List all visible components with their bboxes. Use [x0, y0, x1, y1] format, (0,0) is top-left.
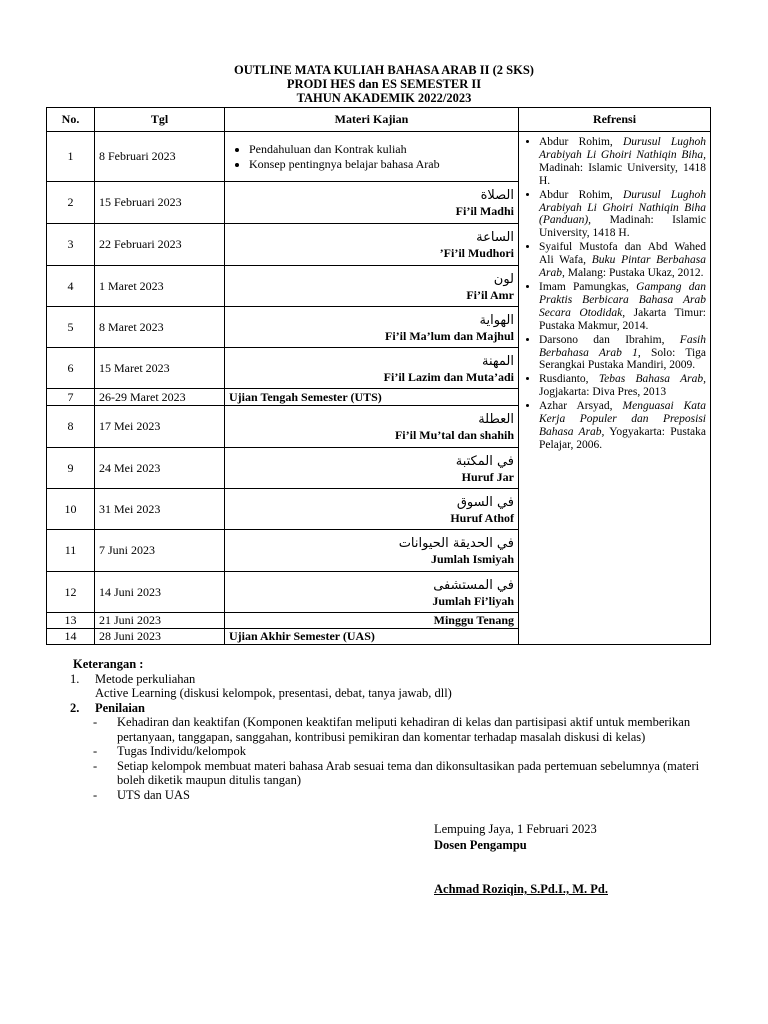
row-no: 13 [47, 613, 95, 629]
grammar-topic: Fi’il Ma’lum dan Majhul [384, 328, 514, 343]
signature-name: Achmad Roziqin, S.Pd.I., M. Pd. [434, 882, 608, 896]
table-row [47, 132, 711, 182]
reference-item: • Syaiful Mustofa dan Abd Wahed Ali Wafa, Buku Pintar Berbahasa Arab, Malang: Pustaka Ukaz, 2012. [539, 241, 706, 280]
note-item: 1. Metode perkuliahan [73, 672, 713, 687]
document-title [0, 63, 768, 105]
row-materi [225, 489, 519, 530]
row-no: 10 [47, 489, 95, 530]
title-line-3: TAHUN AKADEMIK 2022/2023 [296, 91, 472, 105]
row-no: 5 [47, 307, 95, 348]
row-date: 8 Februari 2023 [95, 132, 225, 182]
reference-item: • Abdur Rohim, Durusul Lughoh Arabiyah Li Ghoiri Nathiqin Biha, Madinah: Islamic University, 1418 H. [539, 136, 706, 188]
row-date: 17 Mei 2023 [95, 406, 225, 448]
grammar-topic: Huruf Athof [450, 510, 514, 525]
reference-item: • Imam Pamungkas, Gampang dan Praktis Berbicara Bahasa Arab Secara Otodidak, Jakarta Timur: Pustaka Makmur, 2014. [539, 281, 706, 333]
grammar-topic: Fi’il Lazim dan Muta’adi [383, 369, 514, 384]
arabic-theme: في السوق [456, 494, 514, 510]
row-no: 6 [47, 348, 95, 389]
row-materi [225, 224, 519, 266]
row-date: 15 Februari 2023 [95, 182, 225, 224]
row-date: 28 Juni 2023 [95, 629, 225, 645]
column-header-no: No. [47, 108, 95, 132]
row-materi: Minggu Tenang [225, 613, 519, 629]
grammar-topic: Huruf Jar [461, 469, 514, 484]
row-materi [225, 182, 519, 224]
row-materi [225, 266, 519, 307]
grammar-topic: Jumlah Fi’liyah [432, 593, 514, 608]
row-no: 14 [47, 629, 95, 645]
row-materi: Ujian Tengah Semester (UTS) [225, 389, 519, 406]
signature-place-date: Lempuing Jaya, 1 Februari 2023 [434, 822, 597, 836]
column-header-materi: Materi Kajian [225, 108, 519, 132]
note-label: Metode perkuliahan [95, 671, 196, 686]
row-date: 8 Maret 2023 [95, 307, 225, 348]
row-no: 7 [47, 389, 95, 406]
row-materi [225, 348, 519, 389]
references-cell [519, 132, 711, 645]
title-line-1: OUTLINE MATA KULIAH BAHASA ARAB II (2 SKS) [234, 63, 534, 77]
row-materi [225, 530, 519, 572]
table-header-row [47, 108, 711, 132]
penilaian-point: - UTS dan UAS [93, 787, 190, 802]
penilaian-point: - Tugas Individu/kelompok [93, 744, 247, 758]
keterangan-section [70, 657, 713, 802]
arabic-theme: الهواية [479, 312, 514, 328]
row-no: 3 [47, 224, 95, 266]
row-date: 26-29 Maret 2023 [95, 389, 225, 406]
row-date: 31 Mei 2023 [95, 489, 225, 530]
arabic-theme: الساعة [476, 230, 514, 245]
row-date: 21 Juni 2023 [95, 613, 225, 629]
arabic-theme: في المستشفى [433, 577, 514, 593]
row-materi [225, 406, 519, 448]
row-materi [225, 307, 519, 348]
title-line-2: PRODI HES dan ES SEMESTER II [286, 77, 482, 91]
row-no: 4 [47, 266, 95, 307]
keterangan-title: Keterangan : [73, 657, 144, 671]
arabic-theme: لون [493, 271, 514, 287]
reference-item: • Rusdianto, Tebas Bahasa Arab, Jogjakarta: Diva Pres, 2013 [539, 373, 706, 399]
row-date: 15 Maret 2023 [95, 348, 225, 389]
materi-bullet: • Konsep pentingnya belajar bahasa Arab [249, 157, 514, 171]
row-date: 7 Juni 2023 [95, 530, 225, 572]
row-no: 2 [47, 182, 95, 224]
arabic-theme: الصلاة [480, 188, 514, 203]
grammar-topic: Fi’il Mu’tal dan shahih [394, 428, 514, 442]
row-materi [225, 448, 519, 489]
row-materi: Ujian Akhir Semester (UAS) [225, 629, 519, 645]
column-header-refrensi: Refrensi [519, 108, 711, 132]
arabic-theme: في المكتبة [455, 453, 514, 469]
grammar-topic: Fi’il Amr [466, 287, 514, 302]
grammar-topic: ’Fi’il Mudhori [439, 246, 514, 260]
row-no: 8 [47, 406, 95, 448]
row-materi [225, 132, 519, 182]
materi-bullet: • Pendahuluan dan Kontrak kuliah [249, 142, 514, 156]
row-no: 11 [47, 530, 95, 572]
row-date: 1 Maret 2023 [95, 266, 225, 307]
note-item: 2. Penilaian [73, 701, 713, 716]
row-date: 14 Juni 2023 [95, 572, 225, 613]
reference-item: • Darsono dan Ibrahim, Fasih Berbahasa Arab 1, Solo: Tiga Serangkai Pustaka Mandiri, 2009. [539, 334, 706, 373]
signature-role: Dosen Pengampu [434, 838, 527, 852]
note-label: Penilaian [95, 700, 146, 715]
column-header-tgl: Tgl [95, 108, 225, 132]
grammar-topic: Jumlah Ismiyah [430, 552, 514, 566]
row-no: 12 [47, 572, 95, 613]
outline-table [46, 107, 711, 645]
arabic-theme: العطلة [478, 412, 514, 427]
reference-item: • Abdur Rohim, Durusul Lughoh Arabiyah Li Ghoiri Nathiqin Biha (Panduan), Madinah: Islamic University, 1418 H. [539, 189, 706, 241]
row-materi [225, 572, 519, 613]
grammar-topic: Fi’il Madhi [455, 204, 514, 218]
penilaian-point: - Setiap kelompok membuat materi bahasa Arab sesuai tema dan dikonsultasikan pada pertemuan sebelumnya (materi boleh diketik maupun ditulis tangan) [93, 758, 700, 787]
row-no: 1 [47, 132, 95, 182]
arabic-theme: المهنة [482, 353, 514, 369]
arabic-theme: في الحديقة الحيوانات [398, 536, 514, 551]
note-detail: Active Learning (diskusi kelompok, presentasi, debat, tanya jawab, dll) [95, 686, 452, 700]
penilaian-point: - Kehadiran dan keaktifan (Komponen keaktifan meliputi kehadiran di kelas dan partisipasi aktif untuk memberikan pertanyaan, tanggapan, sanggahan, kontribusi pemikiran dan komentar terhadap masalah diskusi di kelas) [93, 715, 691, 744]
reference-item: • Azhar Arsyad, Menguasai Kata Kerja Populer dan Preposisi Bahasa Arab, Yogyakarta: Pustaka Pelajar, 2006. [539, 400, 706, 452]
row-date: 22 Februari 2023 [95, 224, 225, 266]
row-date: 24 Mei 2023 [95, 448, 225, 489]
row-no: 9 [47, 448, 95, 489]
